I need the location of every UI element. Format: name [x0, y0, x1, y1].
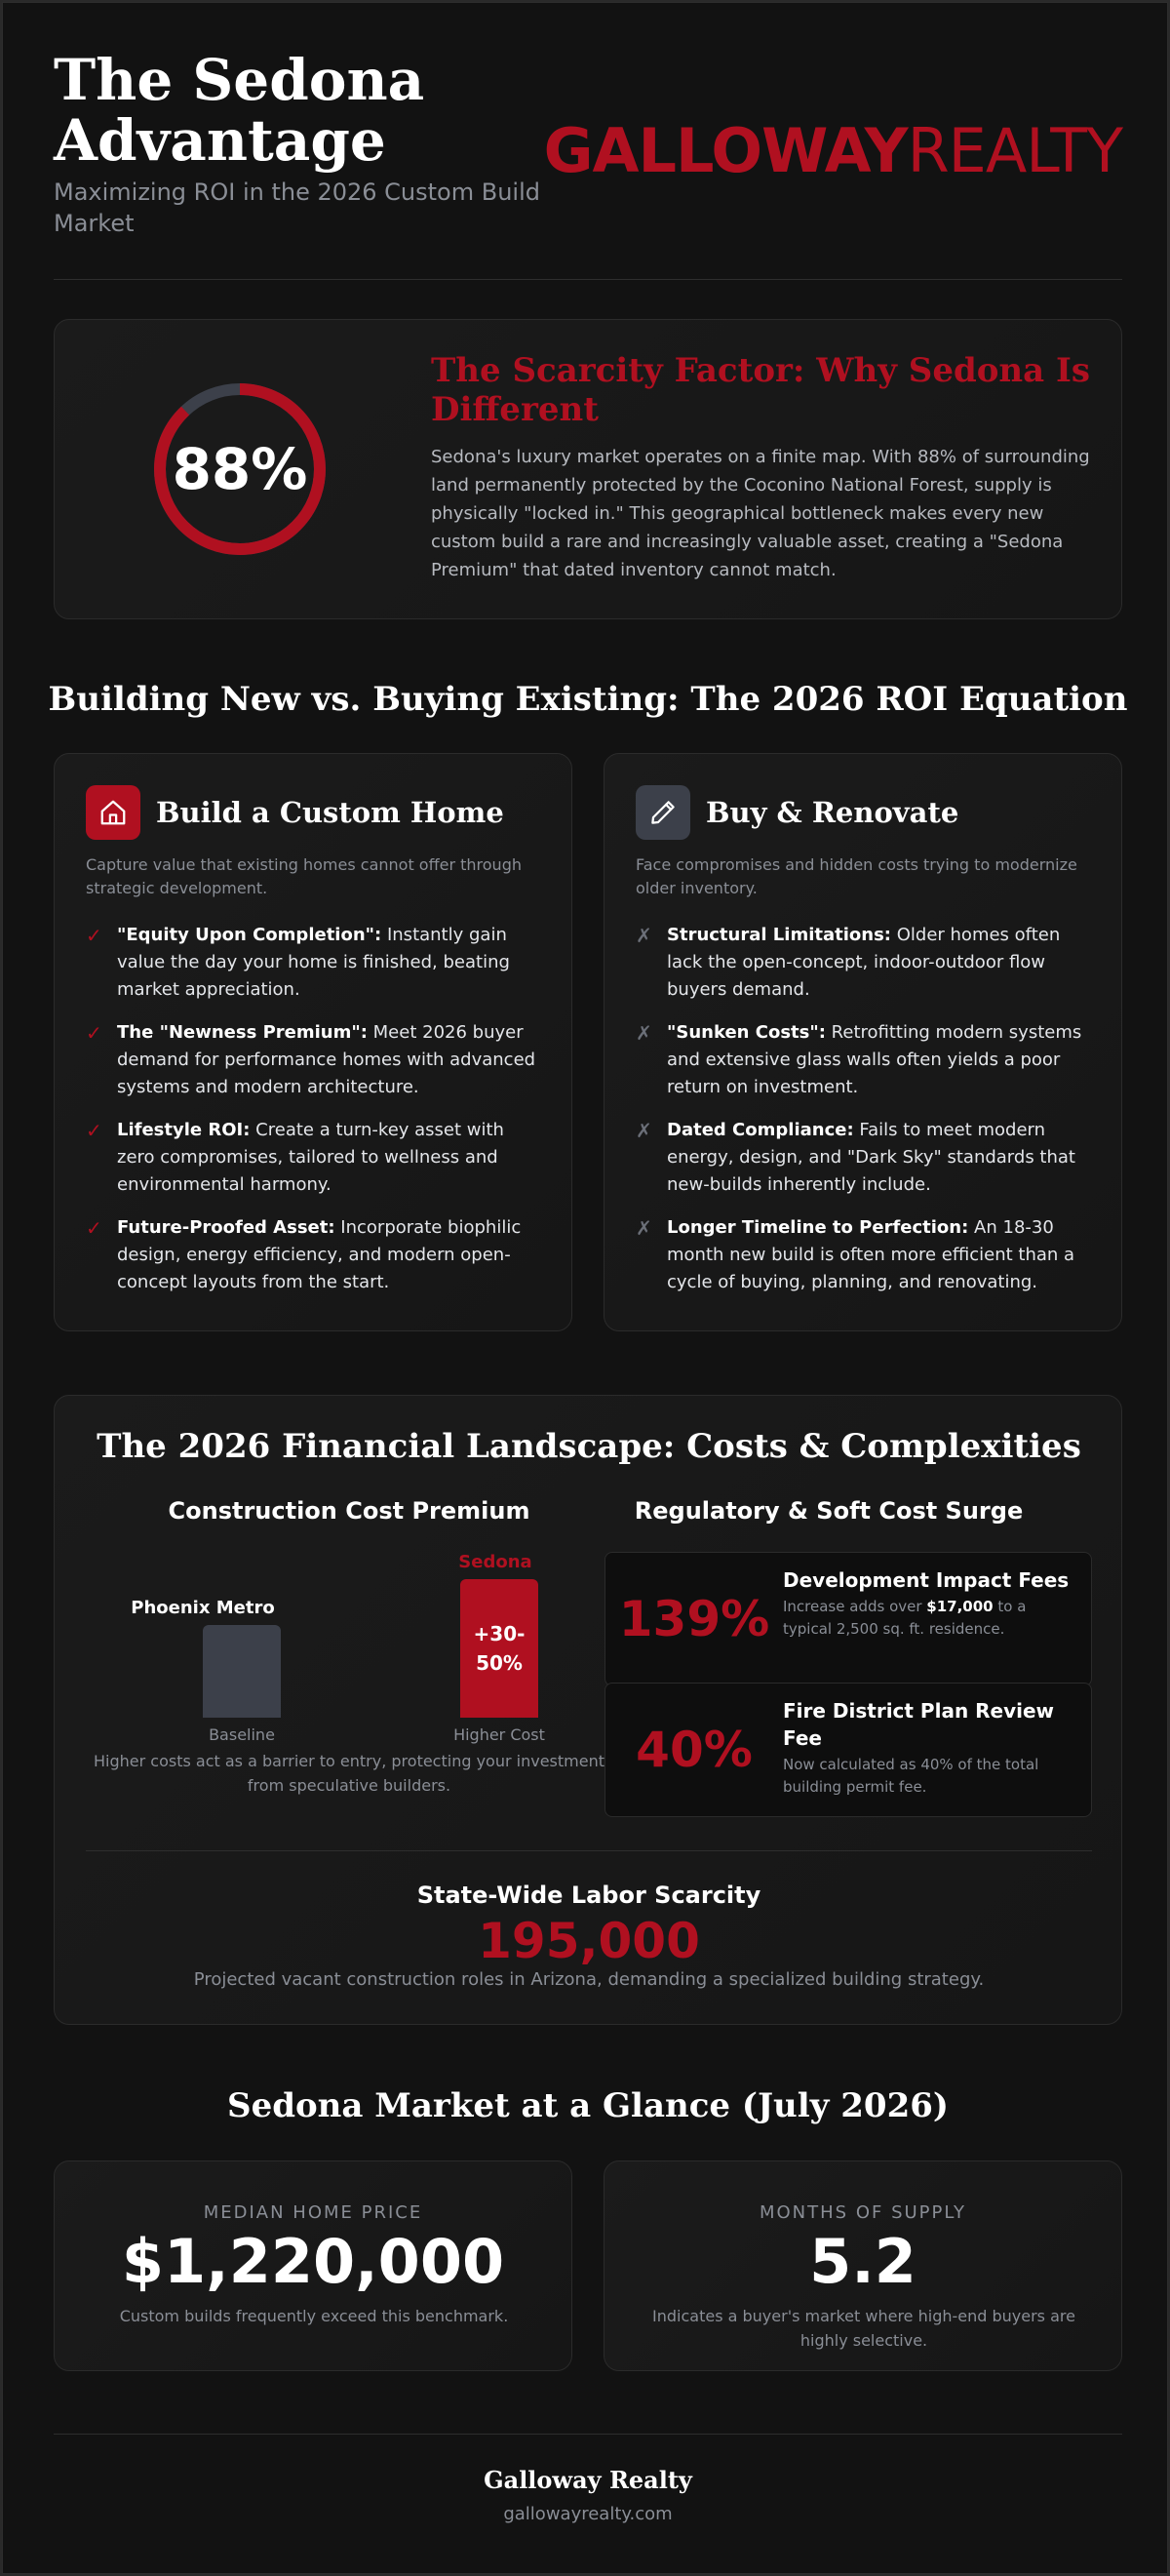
months-supply-label: MONTHS OF SUPPLY [759, 2202, 967, 2223]
checkmark-icon: ✓ [86, 1216, 102, 1240]
financial-card [54, 1395, 1122, 2025]
checkmark-icon: ✓ [86, 1119, 102, 1142]
footer-company-name: Galloway Realty [484, 2466, 692, 2494]
list-item: ✓ "Equity Upon Completion": Instantly gain value the day your home is finished, beating market appreciation. [86, 924, 510, 1000]
construction-cost-title: Construction Cost Premium [168, 1497, 530, 1525]
build-title: Build a Custom Home [156, 796, 504, 829]
list-item: ✗ Longer Timeline to Perfection: An 18-30 month new build is often more efficient than a cycle of buying, planning, and renovating. [636, 1216, 1075, 1292]
page-subtitle: Maximizing ROI in the 2026 Custom Build Market [54, 178, 540, 237]
logo-bold-text: GALLOWAY [543, 115, 908, 186]
labor-title: State-Wide Labor Scarcity [416, 1882, 761, 1909]
months-supply-note: Indicates a buyer's market where high-end buyers are highly selective. [652, 2307, 1075, 2350]
list-item: ✗ Dated Compliance: Fails to meet modern energy, design, and "Dark Sky" standards that new-builds inherently include. [636, 1119, 1075, 1195]
list-item: ✗ Structural Limitations: Older homes often lack the open-concept, indoor-outdoor flow buyers demand. [636, 924, 1061, 1000]
impact-fee-box [604, 1552, 1092, 1686]
median-price-card [54, 2160, 572, 2371]
buy-card [604, 753, 1122, 1331]
impact-fee-desc: Increase adds over $17,000 to a typical 2,500 sq. ft. residence. [783, 1598, 1027, 1638]
bar-caption-baseline: Baseline [209, 1725, 275, 1744]
infographic-frame [2, 2, 1168, 2574]
cross-icon: ✗ [636, 924, 652, 947]
financial-title: The 2026 Financial Landscape: Costs & Complexities [97, 1427, 1081, 1466]
chart-note: Higher costs act as a barrier to entry, protecting your investment from speculative builders. [94, 1752, 604, 1795]
divider [86, 1850, 1092, 1851]
page-title: The Sedona Advantage [54, 47, 425, 174]
impact-fee-value: 139% [618, 1591, 770, 1647]
list-item: ✓ The "Newness Premium": Meet 2026 buyer demand for performance homes with advanced systems and modern architecture. [86, 1021, 536, 1097]
ring-percent-value: 88% [172, 436, 308, 502]
cross-icon: ✗ [636, 1021, 652, 1045]
median-price-note: Custom builds frequently exceed this benchmark. [119, 2307, 509, 2325]
months-supply-value: 5.2 [809, 2226, 916, 2297]
scarcity-card [54, 319, 1122, 619]
fire-fee-desc: Now calculated as 40% of the total building permit fee. [783, 1756, 1039, 1796]
home-icon [86, 785, 140, 840]
logo-light-text: REALTY [907, 115, 1122, 186]
scarcity-body: Sedona's luxury market operates on a finite map. With 88% of surrounding land permanently protected by the Coconino National Forest, supply is physically "locked in." This geographical bottleneck makes every new custom build a rare and increasingly valuable asset, creating a "Sedona Premium" that dated inventory cannot match. [431, 447, 1090, 580]
impact-fee-title: Development Impact Fees [783, 1568, 1070, 1592]
buy-list [636, 922, 1094, 1312]
market-title: Sedona Market at a Glance (July 2026) [227, 2086, 949, 2125]
bar-phoenix [203, 1625, 281, 1718]
bar-category-sedona: Sedona [458, 1552, 532, 1572]
fire-fee-title: Fire District Plan Review Fee [783, 1699, 1055, 1750]
list-item: ✓ Future-Proofed Asset: Incorporate biophilic design, energy efficiency, and modern open-concept layouts from the start. [86, 1216, 522, 1292]
scarcity-title: The Scarcity Factor: Why Sedona Is Different [431, 351, 1091, 429]
median-price-value: $1,220,000 [121, 2226, 505, 2297]
footer-divider [54, 2434, 1122, 2435]
buy-title: Buy & Renovate [706, 796, 959, 829]
bar-category-phoenix: Phoenix Metro [131, 1598, 275, 1618]
bar-sedona [460, 1579, 538, 1718]
build-description: Capture value that existing homes cannot offer through strategic development. [86, 855, 522, 897]
list-item: ✗ "Sunken Costs": Retrofitting modern systems and extensive glass walls often yields a poor return on investment. [636, 1021, 1082, 1097]
percent-ring [152, 381, 328, 557]
fire-fee-box [604, 1683, 1092, 1817]
checkmark-icon: ✓ [86, 1021, 102, 1045]
pencil-icon [636, 785, 690, 840]
build-card [54, 753, 572, 1331]
footer-website-link[interactable]: gallowayrealty.com [503, 2504, 673, 2524]
checkmark-icon: ✓ [86, 924, 102, 947]
regulatory-title: Regulatory & Soft Cost Surge [634, 1497, 1024, 1525]
buy-description: Face compromises and hidden costs trying to modernize older inventory. [636, 855, 1077, 897]
cross-icon: ✗ [636, 1119, 652, 1142]
months-supply-card [604, 2160, 1122, 2371]
cross-icon: ✗ [636, 1216, 652, 1240]
build-list [86, 922, 544, 1312]
cost-bar-chart [86, 1542, 612, 1744]
list-item: ✓ Lifestyle ROI: Create a turn-key asset with zero compromises, tailored to wellness and environmental harmony. [86, 1119, 504, 1195]
header [54, 47, 1122, 280]
labor-value: 195,000 [478, 1913, 700, 1969]
galloway-realty-logo [544, 114, 1122, 188]
bar-caption-higher: Higher Cost [453, 1725, 545, 1744]
fire-fee-value: 40% [636, 1722, 753, 1778]
bar-sedona-value: +30-50% [473, 1622, 526, 1675]
roi-section-title: Building New vs. Buying Existing: The 2026 ROI Equation [48, 680, 1128, 719]
labor-description: Projected vacant construction roles in Arizona, demanding a specialized building strategy. [193, 1969, 985, 1990]
median-price-label: MEDIAN HOME PRICE [203, 2202, 423, 2223]
